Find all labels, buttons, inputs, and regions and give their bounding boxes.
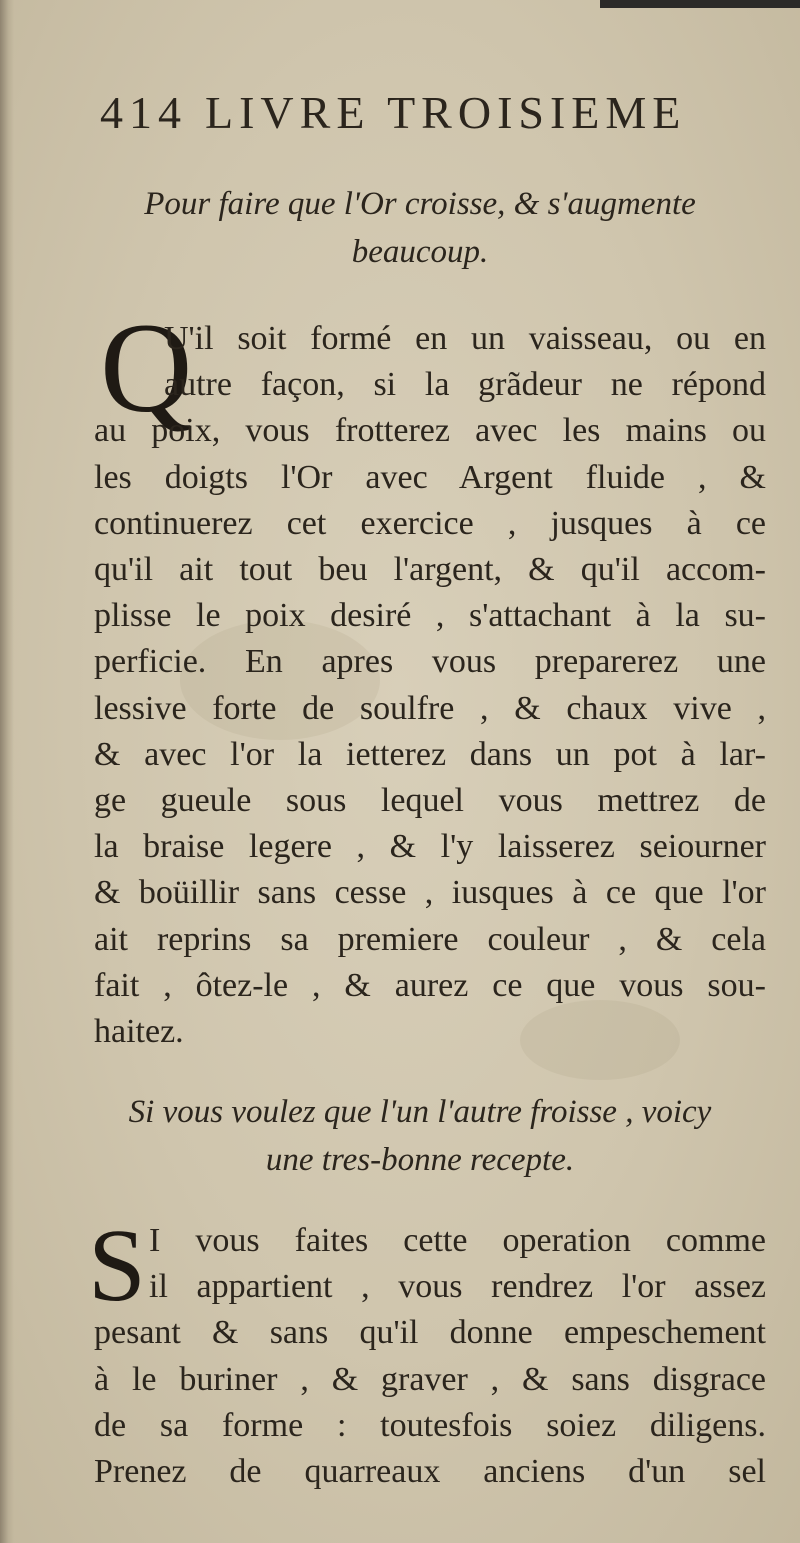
text-line: & avec l'or la ietterez dans un pot à lar-: [94, 735, 766, 773]
text-line: au poix, vous frotterez avec les mains ou: [94, 412, 766, 450]
text-line: ait reprins sa premiere couleur , & cela: [94, 920, 766, 958]
heading-line: Pour faire que l'Or croisse, & s'augmente: [144, 186, 696, 222]
text-line: plisse le poix desiré , s'attachant à la su-: [94, 597, 766, 635]
drop-cap-s: S: [88, 1208, 146, 1323]
running-title: LIVRE TROISIEME: [205, 87, 687, 138]
text-line: de sa forme : toutesfois soiez diligens.: [94, 1406, 766, 1444]
running-head: [100, 86, 720, 139]
text-line: il appartient , vous rendrez l'or assez: [149, 1268, 766, 1306]
text-line: U'il soit formé en un vaisseau, ou en: [164, 320, 766, 357]
text-line: I vous faites cette operation comme: [149, 1222, 766, 1259]
heading-line: une tres-bonne recepte.: [265, 1142, 575, 1178]
text-line: fait , ôtez-le , & aurez ce que vous sou-: [94, 966, 766, 1004]
text-line: continuerez cet exercice , jusques à ce: [94, 504, 766, 542]
drop-cap-q: Q: [100, 297, 193, 439]
text-line: lessive forte de soulfre , & chaux vive ,: [94, 689, 766, 727]
text-line: perficie. En apres vous preparerez une: [94, 643, 766, 681]
text-line: la braise legere , & l'y laisserez seiourner: [94, 828, 766, 866]
text-line: à le buriner , & graver , & sans disgrace: [94, 1360, 766, 1398]
text-line: pesant & sans qu'il donne empeschement: [94, 1314, 766, 1352]
text-line: ge gueule sous lequel vous mettrez de: [94, 782, 766, 820]
section-heading-1: [90, 180, 750, 276]
text-line: les doigts l'Or avec Argent fluide , &: [94, 458, 766, 496]
paragraph-1: [94, 316, 766, 1055]
text-line: Prenez de quarreaux anciens d'un sel: [94, 1453, 766, 1491]
section-heading-2: [90, 1088, 750, 1184]
heading-line: beaucoup.: [351, 234, 489, 270]
text-line: qu'il ait tout beu l'argent, & qu'il accom-: [94, 551, 766, 589]
heading-line: Si vous voulez que l'un l'autre froisse , voicy: [128, 1094, 712, 1130]
paragraph-2: [94, 1218, 766, 1495]
page-gutter: [0, 0, 14, 1543]
text-line: haitez.: [94, 1013, 184, 1051]
text-line: & boüillir sans cesse , iusques à ce que l'or: [94, 874, 766, 912]
page-edge-shadow: [600, 0, 800, 8]
page-number: 414: [100, 87, 187, 138]
text-line: autre façon, si la grãdeur ne répond: [164, 366, 766, 404]
